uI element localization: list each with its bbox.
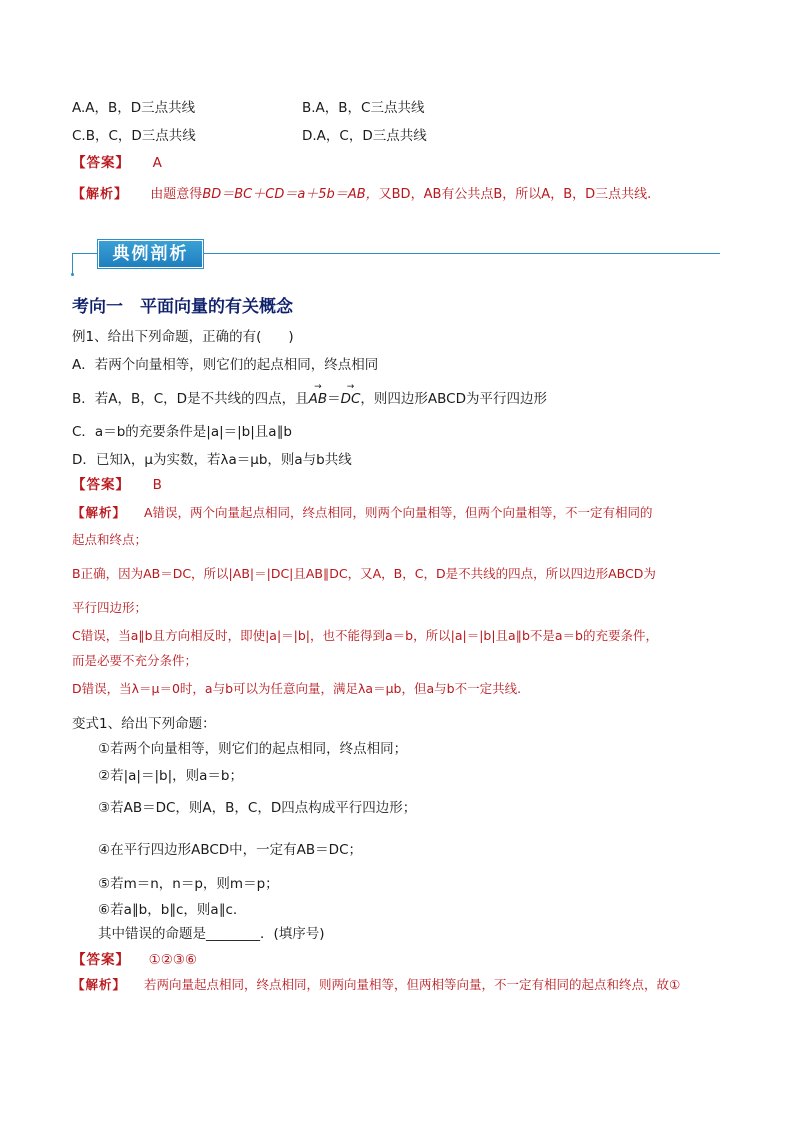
variant1-stem: 变式1、给出下列命题：	[72, 716, 216, 732]
section-title: 考向一 平面向量的有关概念	[72, 297, 293, 317]
explanation-c-line1: C错误，当a∥b且方向相反时，即使|a|＝|b|，也不能得到a＝b，所以|a|＝|b|且a∥b不是a＝b的充要条件，	[72, 628, 658, 643]
answer-tag: 【答案】	[72, 477, 130, 493]
explanation-row	[72, 183, 651, 202]
explanation-tag: 【解析】	[72, 187, 129, 202]
explanation-b-line1: B正确，因为AB＝DC，所以|AB|＝|DC|且AB∥DC，又A，B，C，D是不共线的四点，所以四边形ABCD为	[72, 566, 656, 581]
answer-value: ①②③⑥	[148, 952, 198, 968]
banner-dot	[71, 273, 74, 276]
explanation-a-line2: 起点和终点；	[72, 532, 148, 547]
variant1-item-1: ①若两个向量相等，则它们的起点相同，终点相同；	[98, 741, 408, 757]
option-b-post: ，则四边形ABCD为平行四边形	[360, 391, 548, 407]
example1-stem: 例1、给出下列命题，正确的有( )	[72, 329, 294, 345]
answer-row	[72, 151, 162, 171]
explanation-equation: BD＝BC＋CD＝a＋5b＝AB，	[202, 187, 379, 202]
variant1-fill-blank: 其中错误的命题是________．(填序号)	[98, 926, 325, 942]
option-d: D.A，C，D三点共线	[302, 128, 427, 144]
variant1-item-3: ③若AB＝DC，则A，B，C，D四点构成平行四边形；	[98, 800, 417, 816]
vector-ab: → AB	[309, 391, 328, 407]
option-b: B.A，B，C三点共线	[302, 100, 425, 116]
answer-value: A	[152, 155, 162, 171]
variant1-answer-row	[72, 948, 197, 968]
variant1-explanation	[72, 975, 680, 993]
vector-dc: → DC	[341, 391, 361, 407]
option-b-eq: ＝	[327, 391, 341, 407]
example1-answer-row	[72, 473, 162, 493]
variant1-item-4: ④在平行四边形ABCD中，一定有AB＝DC；	[98, 842, 363, 858]
option-c: C.B，C，D三点共线	[72, 128, 196, 144]
example1-option-d: D．已知λ，μ为实数，若λa＝μb，则a与b共线	[72, 452, 352, 468]
answer-value: B	[152, 477, 162, 493]
explanation-a-line1: A错误，两个向量起点相同，终点相同，则两个向量相等，但两个向量相等，不一定有相同的	[143, 505, 653, 520]
explanation-rest: 又BD，AB有公共点B，所以A，B，D三点共线.	[378, 187, 652, 202]
example1-explanation	[72, 503, 653, 521]
banner-hook	[72, 253, 73, 275]
explanation-b-line2: 平行四边形；	[72, 600, 148, 615]
example1-option-c: C．a＝b的充要条件是|a|＝|b|且a∥b	[72, 424, 292, 440]
explanation-text: 若两向量起点相同，终点相同，则两向量相等，但两相等向量，不一定有相同的起点和终点，故①	[143, 977, 681, 992]
variant1-item-2: ②若|a|＝|b|，则a＝b；	[98, 768, 243, 784]
option-b-pre: B．若A，B，C，D是不共线的四点，且	[72, 391, 309, 407]
variant1-item-5: ⑤若m＝n，n＝p，则m＝p；	[98, 876, 279, 892]
explanation-pre: 由题意得	[150, 187, 203, 202]
explanation-tag: 【解析】	[72, 977, 127, 992]
variant1-item-6: ⑥若a∥b，b∥c，则a∥c.	[98, 902, 238, 918]
explanation-tag: 【解析】	[72, 505, 127, 520]
example1-option-b	[72, 387, 547, 407]
section-banner: 典例剖析	[98, 240, 203, 268]
answer-tag: 【答案】	[72, 155, 130, 171]
explanation-d: D错误，当λ＝μ＝0时，a与b可以为任意向量，满足λa＝μb，但a与b不一定共线.	[72, 681, 522, 696]
example1-option-a: A．若两个向量相等，则它们的起点相同，终点相同	[72, 357, 379, 373]
explanation-c-line2: 而是必要不充分条件；	[72, 653, 198, 668]
answer-tag: 【答案】	[72, 952, 130, 968]
option-a: A.A，B，D三点共线	[72, 100, 196, 116]
